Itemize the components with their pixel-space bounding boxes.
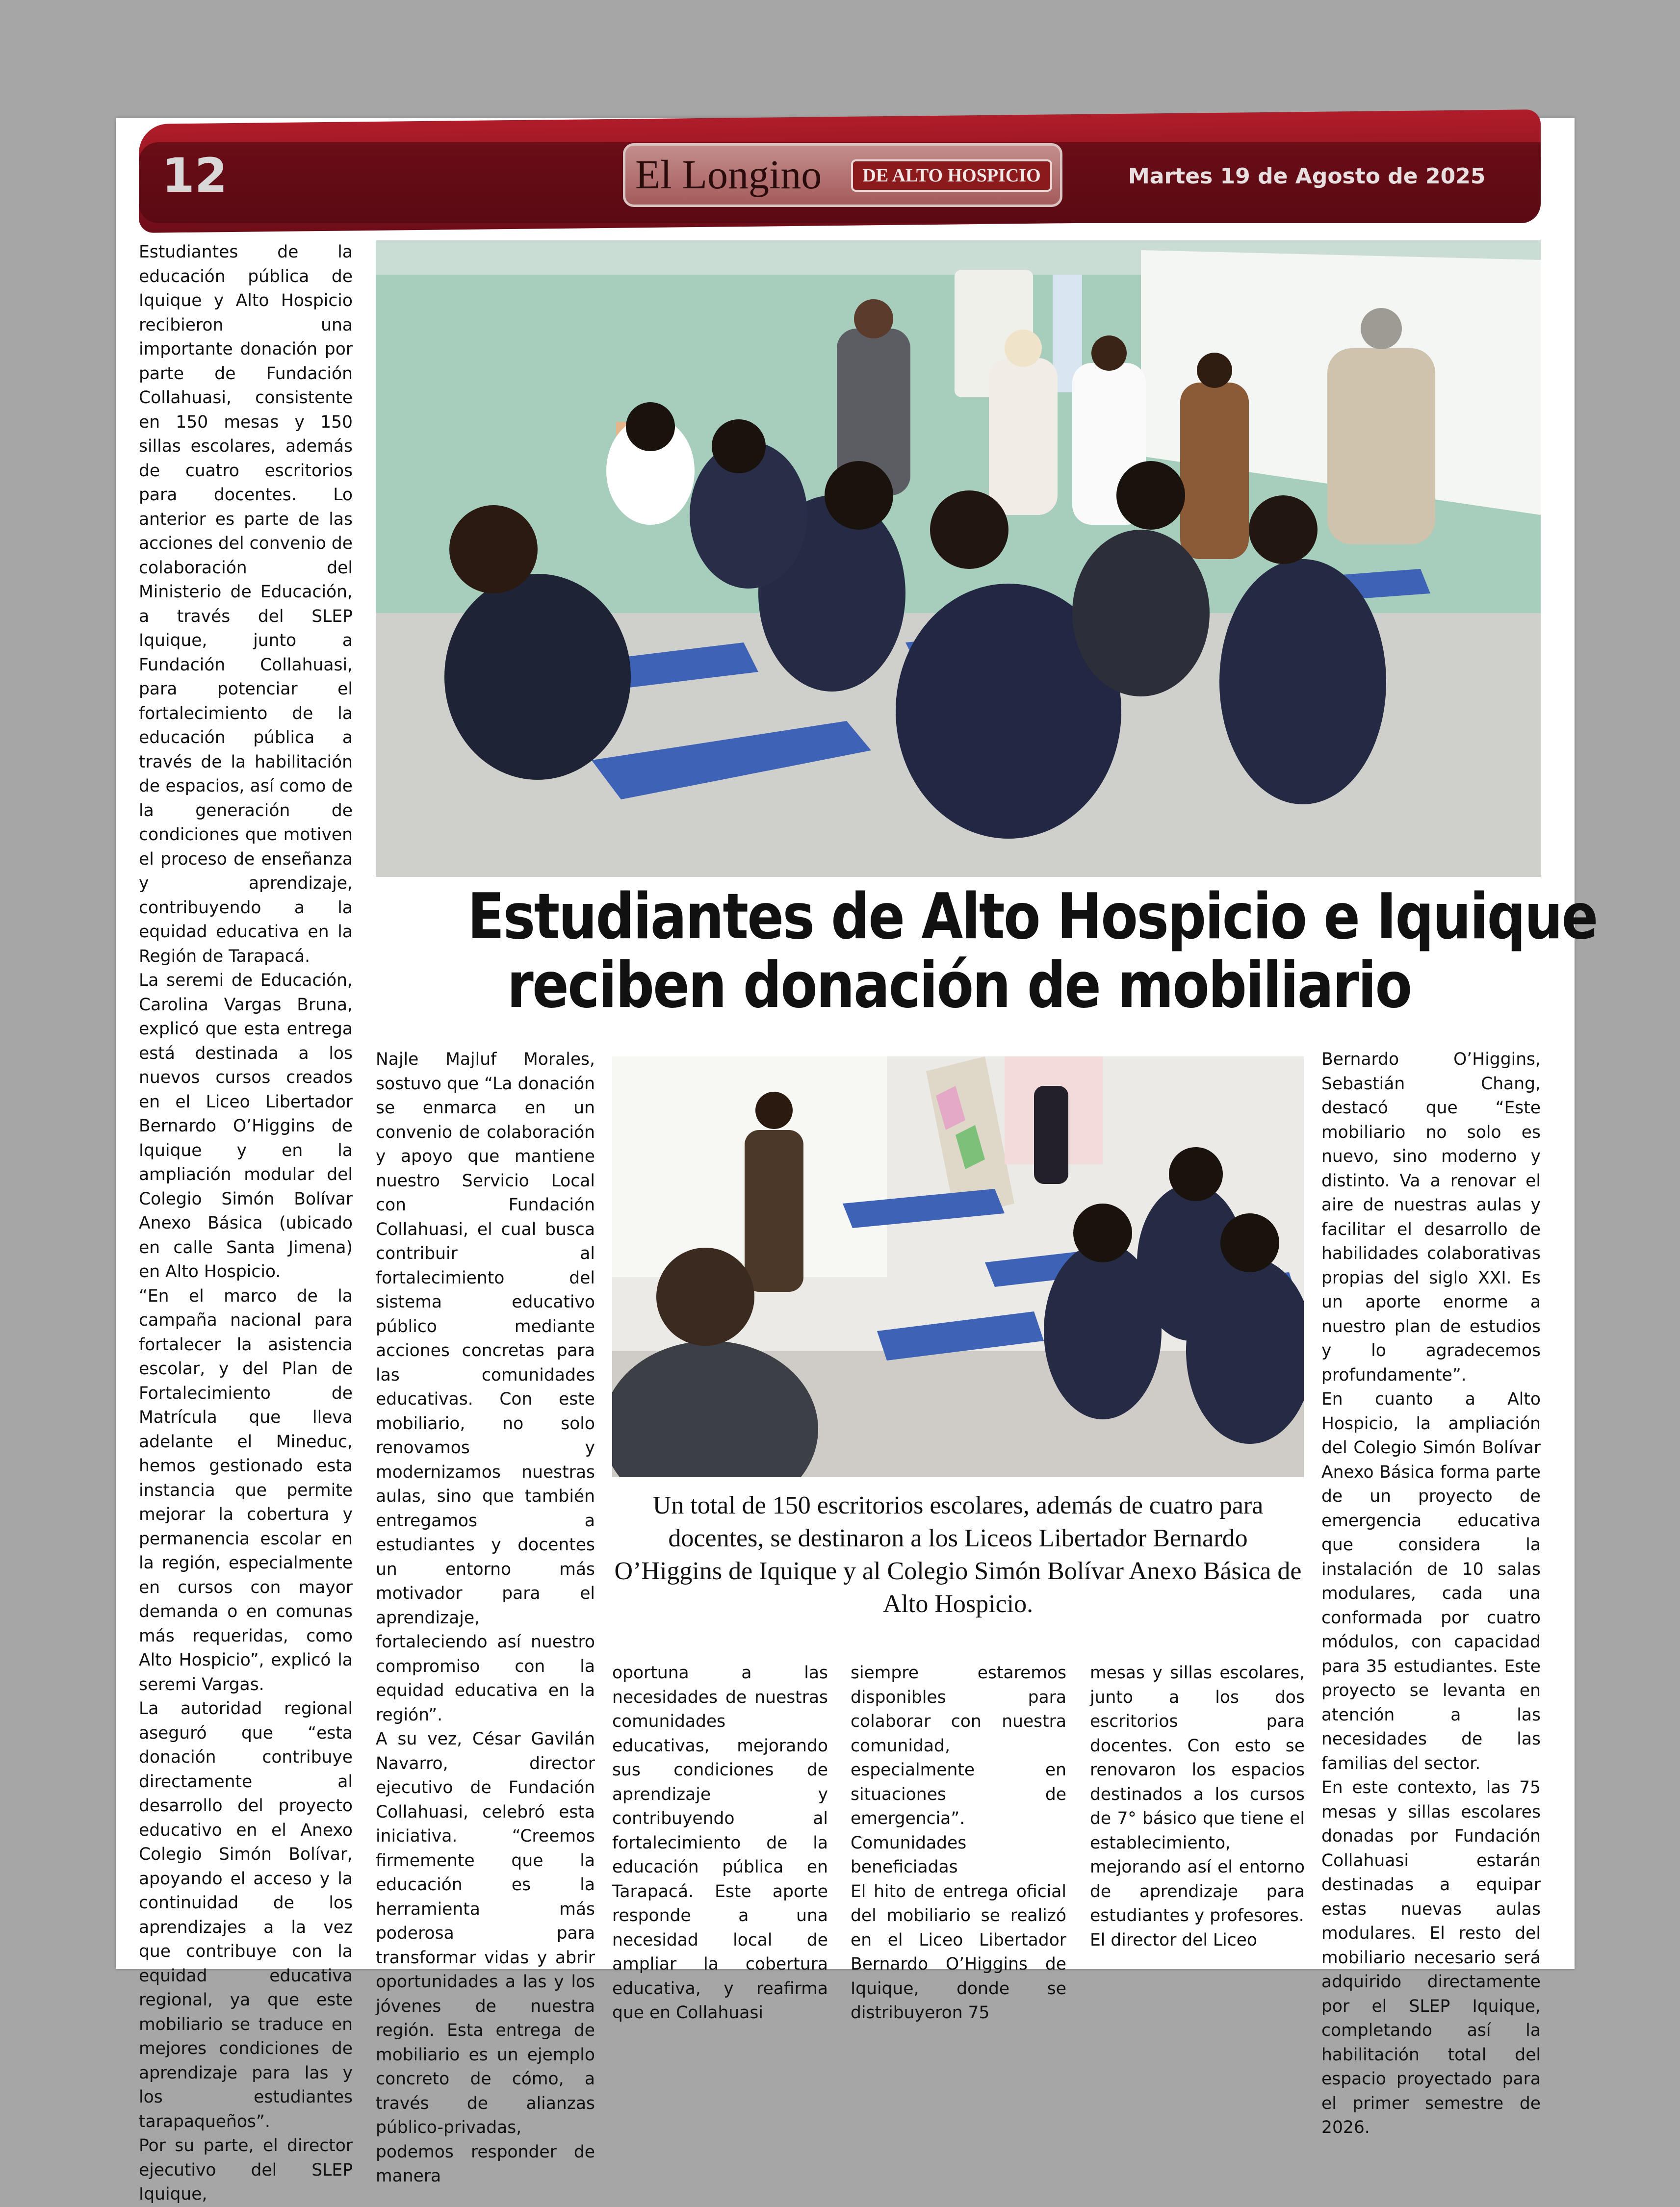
paragraph: La autoridad regional aseguró que “esta donación contribuye directamente al desarrollo del proyecto educativo en el Anexo Colegio Simón Bolívar, apoyando el acceso y la continuidad de los aprendizajes a la vez que contribuye con la equidad educativa regional, ya que este mobiliario se traduce en mejores condiciones de aprendizaje para las y los estudiantes tarapaqueños”. [139,1699,353,2131]
paragraph: El director del Liceo [1090,1930,1258,1950]
page-number: 12 [162,148,228,203]
article-column-2 [376,1048,595,2186]
subheading: Comunidades beneficiadas [851,1833,967,1877]
classroom-photo-bottom [612,1056,1304,1477]
paragraph: Najle Majluf Morales, sostuvo que “La donación se enmarca en un convenio de colaboración y apoyo que mantiene nuestro Servicio Local con Fundación Collahuasi, el cual busca contribuir al fortalecimiento del sistema educativo público mediante acciones concretas para las comunidades educativas. Con este mobiliario, no solo renovamos y modernizamos nuestras aulas, sino que también entregamos a estudiantes y docentes un entorno más motivador para el aprendizaje, fortaleciendo así nuestro compromiso con la equidad educativa en la región”. [376,1050,595,1725]
paragraph: siempre estaremos disponibles para colaborar con nuestra comunidad, especialmente en situaciones de emergencia”. [851,1663,1066,1828]
masthead-logo [623,143,1062,207]
paragraph: El hito de entrega oficial del mobiliario se realizó en el Liceo Libertador Bernardo O’Higgins de Iquique, donde se distribuyeron 75 [851,1881,1066,2023]
paragraph: En este contexto, las 75 mesas y sillas escolares donadas por Fundación Collahuasi estarán destinadas a equipar estas nuevas aulas modulares. El resto del mobiliario necesario será adquirido directamente por el SLEP Iquique, completando así la habilitación total del espacio proyectado para el primer semestre de 2026. [1321,1778,1541,2137]
paragraph: oportuna a las necesidades de nuestras comunidades educativas, mejorando sus condiciones de aprendizaje y contribuyendo al fortalecimiento de la educación pública en Tarapacá. Este aporte responde a una necesidad local de ampliar la cobertura educativa, y reafirma que en Collahuasi [612,1663,828,2023]
paragraph: Por su parte, el director ejecutivo del SLEP Iquique, [139,2136,353,2204]
paragraph: “En el marco de la campaña nacional para fortalecer la asistencia escolar, y del Plan de Fortalecimiento de Matrícula que lleva adelante el Mineduc, hemos gestionado esta instancia que permite mejorar la cobertura y permanencia escolar en la región, especialmente en cursos con mayor demanda o en comunas más requeridas, como Alto Hospicio”, explicó la seremi Vargas. [139,1286,353,1694]
paragraph: La seremi de Educación, Carolina Vargas Bruna, explicó que esta entrega está destinada a los nuevos cursos creados en el Liceo Libertador Bernardo O’Higgins de Iquique y en la ampliación modular del Colegio Simón Bolívar Anexo Básica (ubicado en calle Santa Jimena) en Alto Hospicio. [139,971,353,1282]
article-column-6 [1321,1048,1541,2137]
masthead-title: El Longino [635,152,822,198]
masthead-badge: DE ALTO HOSPICIO [851,159,1052,192]
paragraph: Estudiantes de la educación pública de Iquique y Alto Hospicio recibieron una importante donación por parte de Fundación Collahuasi, consistente en 150 mesas y 150 sillas escolares, además de cuatro escritorios para docentes. Lo anterior es parte de las acciones del convenio de colaboración del Ministerio de Educación, a través del SLEP Iquique, junto a Fundación Collahuasi, para potenciar el fortalecimiento de la educación pública a través de la habilitación de espacios, así como de la generación de condiciones que motiven el proceso de enseñanza y aprendizaje, contribuyendo a la equidad educativa en la Región de Tarapacá. [139,242,353,966]
article-column-4 [851,1661,1066,2023]
photo-caption: Un total de 150 escritorios escolares, además de cuatro para docentes, se destinaron a los Liceos Libertador Bernardo O’Higgins de Iquique y al Colegio Simón Bolívar Anexo Básica de Alto Hospicio. [614,1491,1302,1618]
article-column-3 [612,1661,828,2023]
classroom-photo-top [376,240,1541,877]
paragraph: Bernardo O’Higgins, Sebastián Chang, destacó que “Este mobiliario no solo es nuevo, sino moderno y distinto. Va a renovar el aire de nuestras aulas y facilitar el desarrollo de habilidades colaborativas propias del siglo XXI. Es un aporte enorme a nuestro plan de estudios y lo agradecemos profundamente”. [1321,1050,1541,1385]
headline-line-1: Estudiantes de Alto Hospicio e Iquique [467,880,1597,953]
article-headline [467,880,1597,1025]
paragraph: En cuanto a Alto Hospicio, la ampliación del Colegio Simón Bolívar Anexo Básica forma parte de un proyecto de emergencia educativa que considera la instalación de 10 salas modulares, cada una conformada por cuatro módulos, con capacidad para 35 estudiantes. Este proyecto se levanta en atención a las necesidades de las familias del sector. [1321,1389,1541,1773]
issue-date: Martes 19 de Agosto de 2025 [1128,164,1486,189]
paragraph: A su vez, César Gavilán Navarro, director ejecutivo de Fundación Collahuasi, celebró esta iniciativa. “Creemos firmemente que la educación es la herramienta más poderosa para transformar vidas y abrir oportunidades a las y los jóvenes de nuestra región. Esta entrega de mobiliario es un ejemplo concreto de cómo, a través de alianzas público-privadas, podemos responder de manera [376,1729,595,2186]
paragraph: mesas y sillas escolares, junto a los dos escritorios para docentes. Con esto se renovaron los espacios destinados a los cursos de 7° básico que tiene el establecimiento, mejorando así el entorno de aprendizaje para estudiantes y profesores. [1090,1663,1305,1925]
headline-line-2: reciben donación de mobiliario [507,949,1411,1022]
article-column-5 [1090,1661,1305,1950]
article-column-1 [139,240,353,2204]
